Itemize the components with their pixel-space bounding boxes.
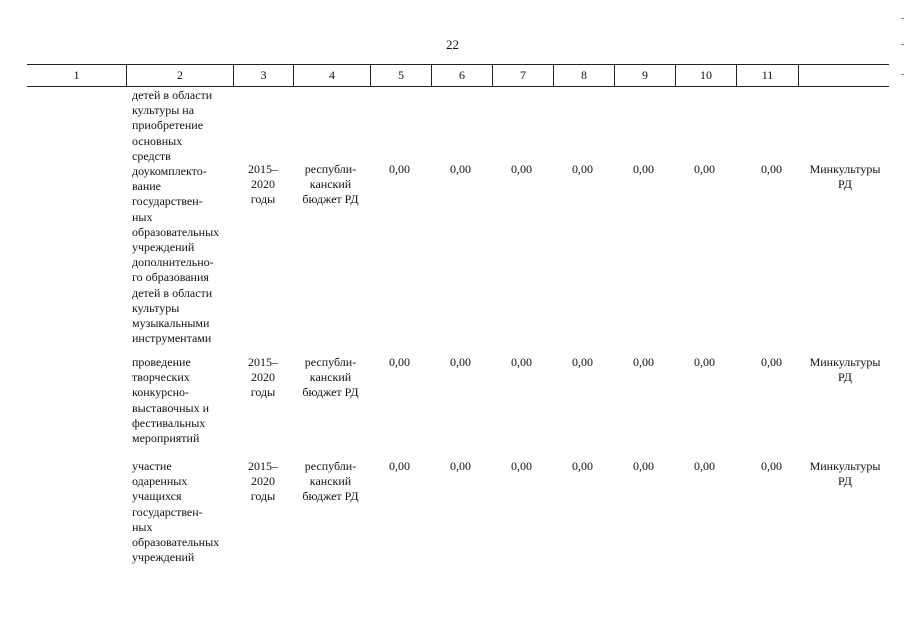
row-period-line: годы — [250, 489, 276, 504]
row-description-line: одаренных — [132, 474, 188, 489]
column-header-4: 4 — [293, 65, 370, 86]
row-value-col-11: 0,00 — [761, 459, 782, 473]
row-description — [132, 459, 232, 565]
row-period-line: годы — [250, 385, 276, 400]
row-value-col-9: 0,00 — [633, 162, 654, 176]
row-value-col-6: 0,00 — [450, 162, 471, 176]
row-description-line: образовательных — [132, 224, 220, 239]
column-header-6: 6 — [431, 65, 492, 86]
row-funding-source-line: канский — [309, 177, 352, 192]
row-description-line: выставочных и — [132, 400, 209, 415]
row-description-line: вание — [132, 179, 162, 194]
row-executor-line: РД — [838, 177, 852, 192]
row-description-line: учреждений — [132, 240, 195, 255]
row-description-line: участие — [132, 459, 172, 473]
row-value-col-10: 0,00 — [694, 162, 715, 176]
row-period-line: 2015– — [248, 162, 278, 176]
column-header-2: 2 — [126, 65, 233, 86]
table-header — [27, 64, 889, 87]
row-description-line: инструментами — [132, 331, 212, 346]
row-description-line: проведение — [132, 355, 191, 369]
row-funding-source-line: канский — [309, 474, 352, 489]
row-funding-source-line: бюджет РД — [302, 192, 359, 207]
row-funding-source-line: республи- — [304, 162, 357, 176]
row-funding-source — [293, 355, 368, 401]
column-header-5: 5 — [370, 65, 431, 86]
row-value-col-5: 0,00 — [389, 459, 410, 473]
row-description-line: доукомплекто- — [132, 164, 207, 179]
row-period-line: годы — [250, 192, 276, 207]
row-description-line: основных — [132, 133, 183, 148]
row-description-line: культуры — [132, 300, 180, 315]
row-value-col-9: 0,00 — [633, 355, 654, 369]
row-period — [238, 355, 288, 401]
row-description-line: образовательных — [132, 535, 220, 550]
row-period-line: 2020 — [251, 370, 275, 385]
row-value-col-7: 0,00 — [511, 162, 532, 176]
row-description-line: дополнительно- — [132, 255, 214, 270]
row-description-line: государствен- — [132, 504, 203, 519]
row-value-col-8: 0,00 — [572, 355, 593, 369]
row-funding-source — [293, 162, 368, 208]
row-description — [132, 355, 232, 446]
column-header-8: 8 — [553, 65, 614, 86]
scan-mark — [901, 18, 904, 19]
row-description-line: учреждений — [132, 550, 195, 565]
row-description-line: детей в области — [132, 88, 213, 102]
row-description-line: средств — [132, 148, 171, 163]
column-header-9: 9 — [614, 65, 675, 86]
row-period-line: 2015– — [248, 459, 278, 473]
row-value-col-11: 0,00 — [761, 355, 782, 369]
column-header-7: 7 — [492, 65, 553, 86]
row-value-col-6: 0,00 — [450, 459, 471, 473]
scan-mark — [901, 74, 904, 75]
row-period — [238, 459, 288, 505]
row-description-line: фестивальных — [132, 415, 206, 430]
column-header-12 — [798, 65, 889, 86]
row-description-line: го образования — [132, 270, 209, 285]
column-header-3: 3 — [233, 65, 293, 86]
row-period-line: 2015– — [248, 355, 278, 369]
row-value-col-10: 0,00 — [694, 355, 715, 369]
page-number: 22 — [446, 37, 459, 52]
column-header-1: 1 — [73, 68, 80, 82]
row-executor-line: РД — [838, 370, 852, 385]
scan-mark — [901, 44, 904, 45]
row-value-col-7: 0,00 — [511, 355, 532, 369]
row-value-col-5: 0,00 — [389, 355, 410, 369]
row-executor — [800, 459, 890, 489]
row-description-line: мероприятий — [132, 431, 200, 446]
row-value-col-11: 0,00 — [761, 162, 782, 176]
row-description-line: приобретение — [132, 118, 204, 133]
row-period-line: 2020 — [251, 177, 275, 192]
row-value-col-7: 0,00 — [511, 459, 532, 473]
row-value-col-5: 0,00 — [389, 162, 410, 176]
row-executor-line: Минкультуры — [809, 355, 881, 369]
row-executor-line: Минкультуры — [809, 459, 881, 473]
row-funding-source-line: бюджет РД — [302, 489, 359, 504]
column-header-11: 11 — [736, 65, 798, 86]
row-description-line: детей в области — [132, 285, 213, 300]
row-value-col-10: 0,00 — [694, 459, 715, 473]
row-executor — [800, 162, 890, 192]
row-funding-source — [293, 459, 368, 505]
row-description — [132, 88, 232, 346]
row-description-line: конкурсно- — [132, 385, 190, 400]
row-description-line: музыкальными — [132, 316, 210, 331]
row-executor — [800, 355, 890, 385]
row-funding-source-line: бюджет РД — [302, 385, 359, 400]
row-value-col-8: 0,00 — [572, 459, 593, 473]
column-header-10: 10 — [675, 65, 736, 86]
row-period-line: 2020 — [251, 474, 275, 489]
row-description-line: ных — [132, 519, 153, 534]
row-value-col-6: 0,00 — [450, 355, 471, 369]
row-executor-line: Минкультуры — [809, 162, 881, 176]
row-funding-source-line: республи- — [304, 355, 357, 369]
row-description-line: творческих — [132, 370, 190, 385]
row-description-line: ных — [132, 209, 153, 224]
row-value-col-9: 0,00 — [633, 459, 654, 473]
row-funding-source-line: республи- — [304, 459, 357, 473]
row-executor-line: РД — [838, 474, 852, 489]
row-description-line: государствен- — [132, 194, 203, 209]
row-period — [238, 162, 288, 208]
row-description-line: культуры на — [132, 103, 195, 118]
row-funding-source-line: канский — [309, 370, 352, 385]
row-value-col-8: 0,00 — [572, 162, 593, 176]
row-description-line: учащихся — [132, 489, 182, 504]
